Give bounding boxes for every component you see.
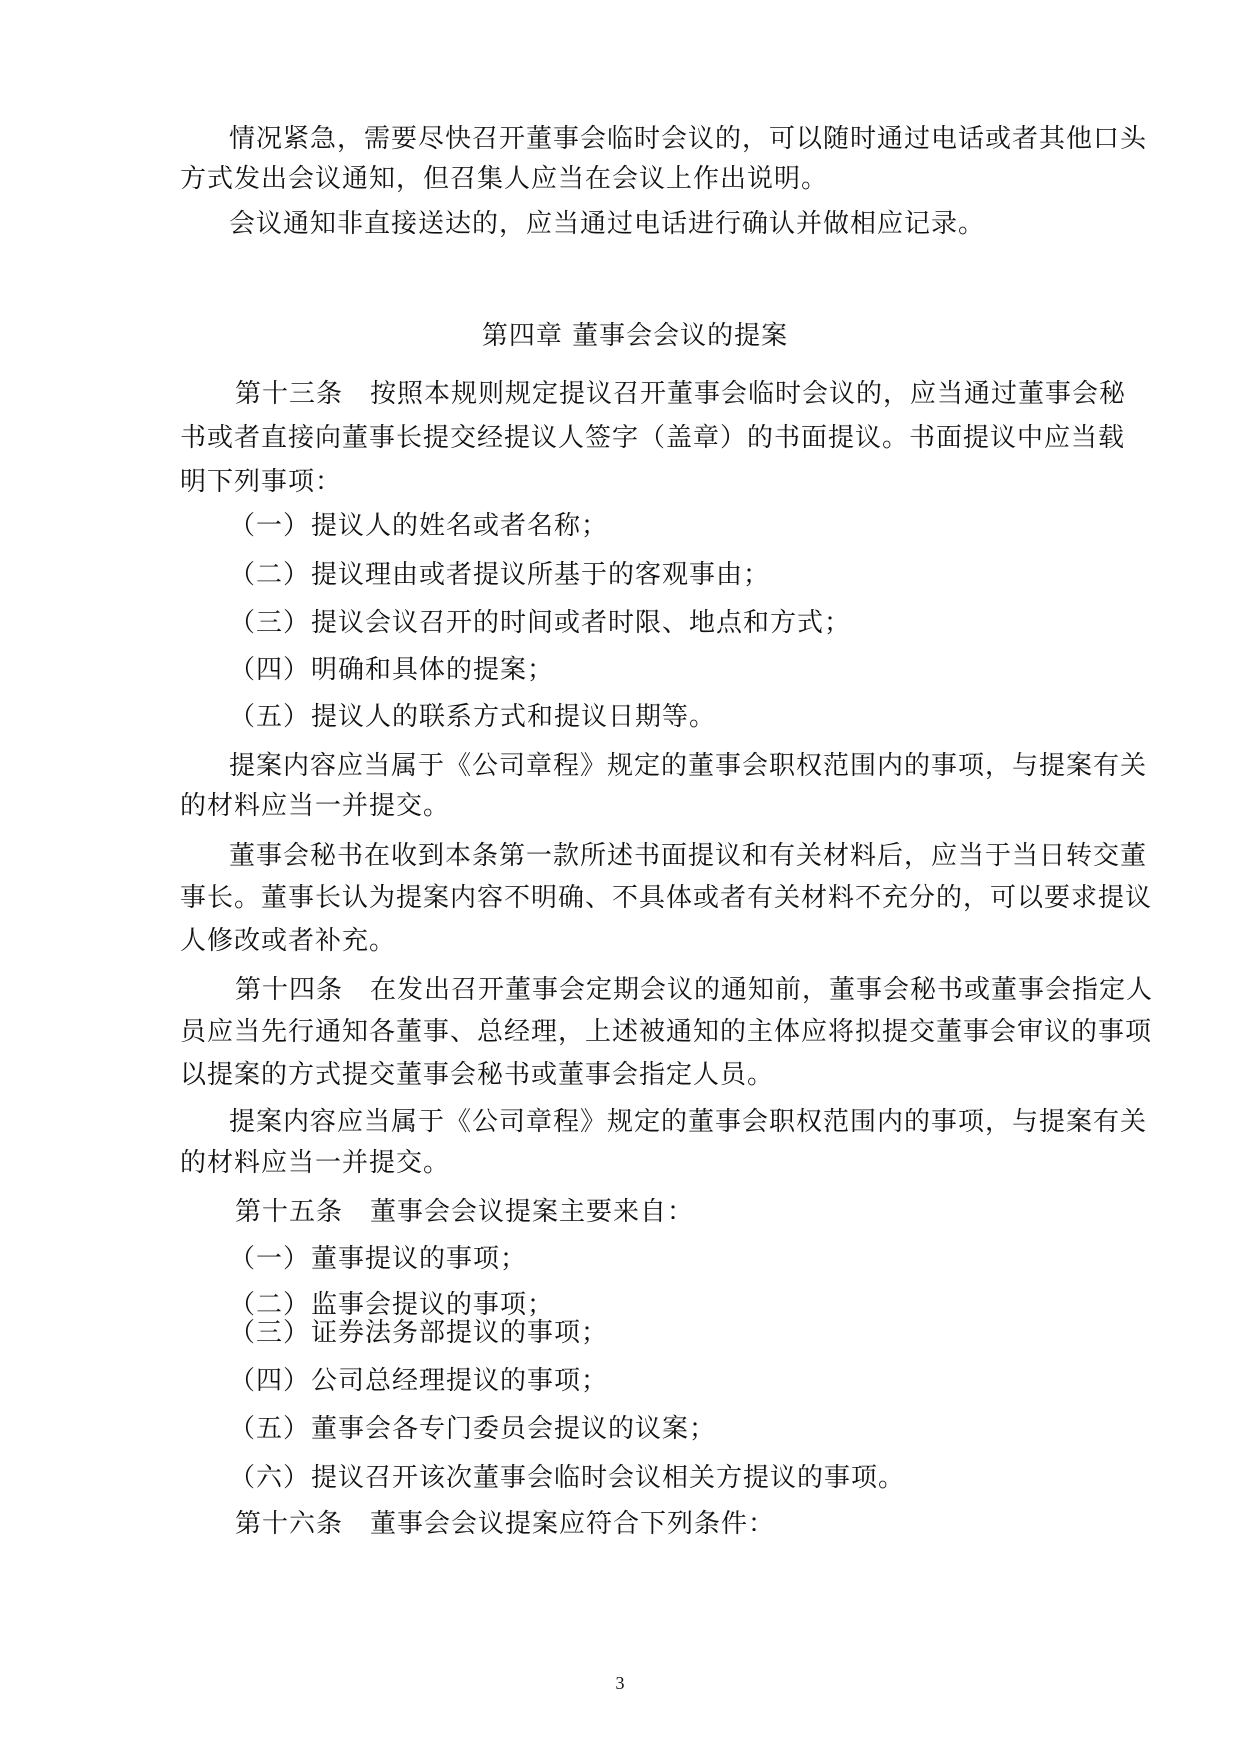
list-text: 提议人的姓名或者名称； xyxy=(311,511,609,541)
list-text: 公司总经理提议的事项； xyxy=(311,1366,609,1396)
list-text: 提议会议召开的时间或者时限、地点和方式； xyxy=(311,608,852,638)
list-label: （二） xyxy=(229,560,311,590)
list-item xyxy=(229,510,608,542)
list-item xyxy=(229,1243,527,1275)
paragraph-line: 情况紧急，需要尽快召开董事会临时会议的，可以随时通过电话或者其他口头 xyxy=(229,124,1148,154)
list-item xyxy=(229,1365,608,1397)
list-item xyxy=(229,1462,905,1494)
list-label: （一） xyxy=(229,1244,311,1274)
list-label: （五） xyxy=(229,1414,311,1444)
list-label: （三） xyxy=(229,608,311,638)
paragraph-line: 以提案的方式提交董事会秘书或董事会指定人员。 xyxy=(180,1060,775,1090)
article-16-line: 第十六条 董事会会议提案应符合下列条件： xyxy=(235,1509,776,1539)
article-15-line: 第十五条 董事会会议提案主要来自： xyxy=(235,1197,695,1227)
paragraph-line: 方式发出会议通知，但召集人应当在会议上作出说明。 xyxy=(180,164,829,194)
list-label: （四） xyxy=(229,1366,311,1396)
list-text: 提议召开该次董事会临时会议相关方提议的事项。 xyxy=(311,1463,906,1493)
list-item xyxy=(229,1413,716,1445)
paragraph-line: 事长。董事长认为提案内容不明确、不具体或者有关材料不充分的，可以要求提议 xyxy=(180,883,1153,913)
list-text: 证券法务部提议的事项； xyxy=(311,1318,609,1348)
paragraph-line: 的材料应当一并提交。 xyxy=(180,1148,451,1178)
list-label: （一） xyxy=(229,511,311,541)
list-item xyxy=(229,701,716,733)
paragraph-line: 提案内容应当属于《公司章程》规定的董事会职权范围内的事项，与提案有关 xyxy=(229,1107,1148,1137)
paragraph-line: 提案内容应当属于《公司章程》规定的董事会职权范围内的事项，与提案有关 xyxy=(229,751,1148,781)
list-label: （三） xyxy=(229,1318,311,1348)
list-item xyxy=(229,654,554,686)
list-label: （二） xyxy=(229,1290,311,1320)
list-text: 明确和具体的提案； xyxy=(311,655,555,685)
article-13-line: 第十三条 按照本规则规定提议召开董事会临时会议的，应当通过董事会秘 xyxy=(235,379,1127,409)
page-number: 3 xyxy=(615,1673,625,1693)
list-text: 监事会提议的事项； xyxy=(311,1290,555,1320)
paragraph-line: 明下列事项： xyxy=(180,467,343,497)
list-item xyxy=(229,1317,608,1349)
paragraph-line: 董事会秘书在收到本条第一款所述书面提议和有关材料后，应当于当日转交董 xyxy=(229,841,1148,871)
chapter-heading: 第四章 董事会会议的提案 xyxy=(481,321,789,351)
list-text: 提议理由或者提议所基于的客观事由； xyxy=(311,560,771,590)
list-label: （五） xyxy=(229,702,311,732)
article-14-line: 第十四条 在发出召开董事会定期会议的通知前，董事会秘书或董事会指定人 xyxy=(235,975,1154,1005)
list-item xyxy=(229,559,770,591)
paragraph-line: 的材料应当一并提交。 xyxy=(180,791,451,821)
list-text: 提议人的联系方式和提议日期等。 xyxy=(311,702,717,732)
list-text: 董事提议的事项； xyxy=(311,1244,528,1274)
list-item xyxy=(229,607,851,639)
list-label: （四） xyxy=(229,655,311,685)
paragraph-line: 会议通知非直接送达的，应当通过电话进行确认并做相应记录。 xyxy=(229,209,986,239)
paragraph-line: 书或者直接向董事长提交经提议人签字（盖章）的书面提议。书面提议中应当载 xyxy=(180,423,1126,453)
list-label: （六） xyxy=(229,1463,311,1493)
list-text: 董事会各专门委员会提议的议案； xyxy=(311,1414,717,1444)
paragraph-line: 员应当先行通知各董事、总经理，上述被通知的主体应将拟提交董事会审议的事项 xyxy=(180,1017,1153,1047)
paragraph-line: 人修改或者补充。 xyxy=(180,926,397,956)
